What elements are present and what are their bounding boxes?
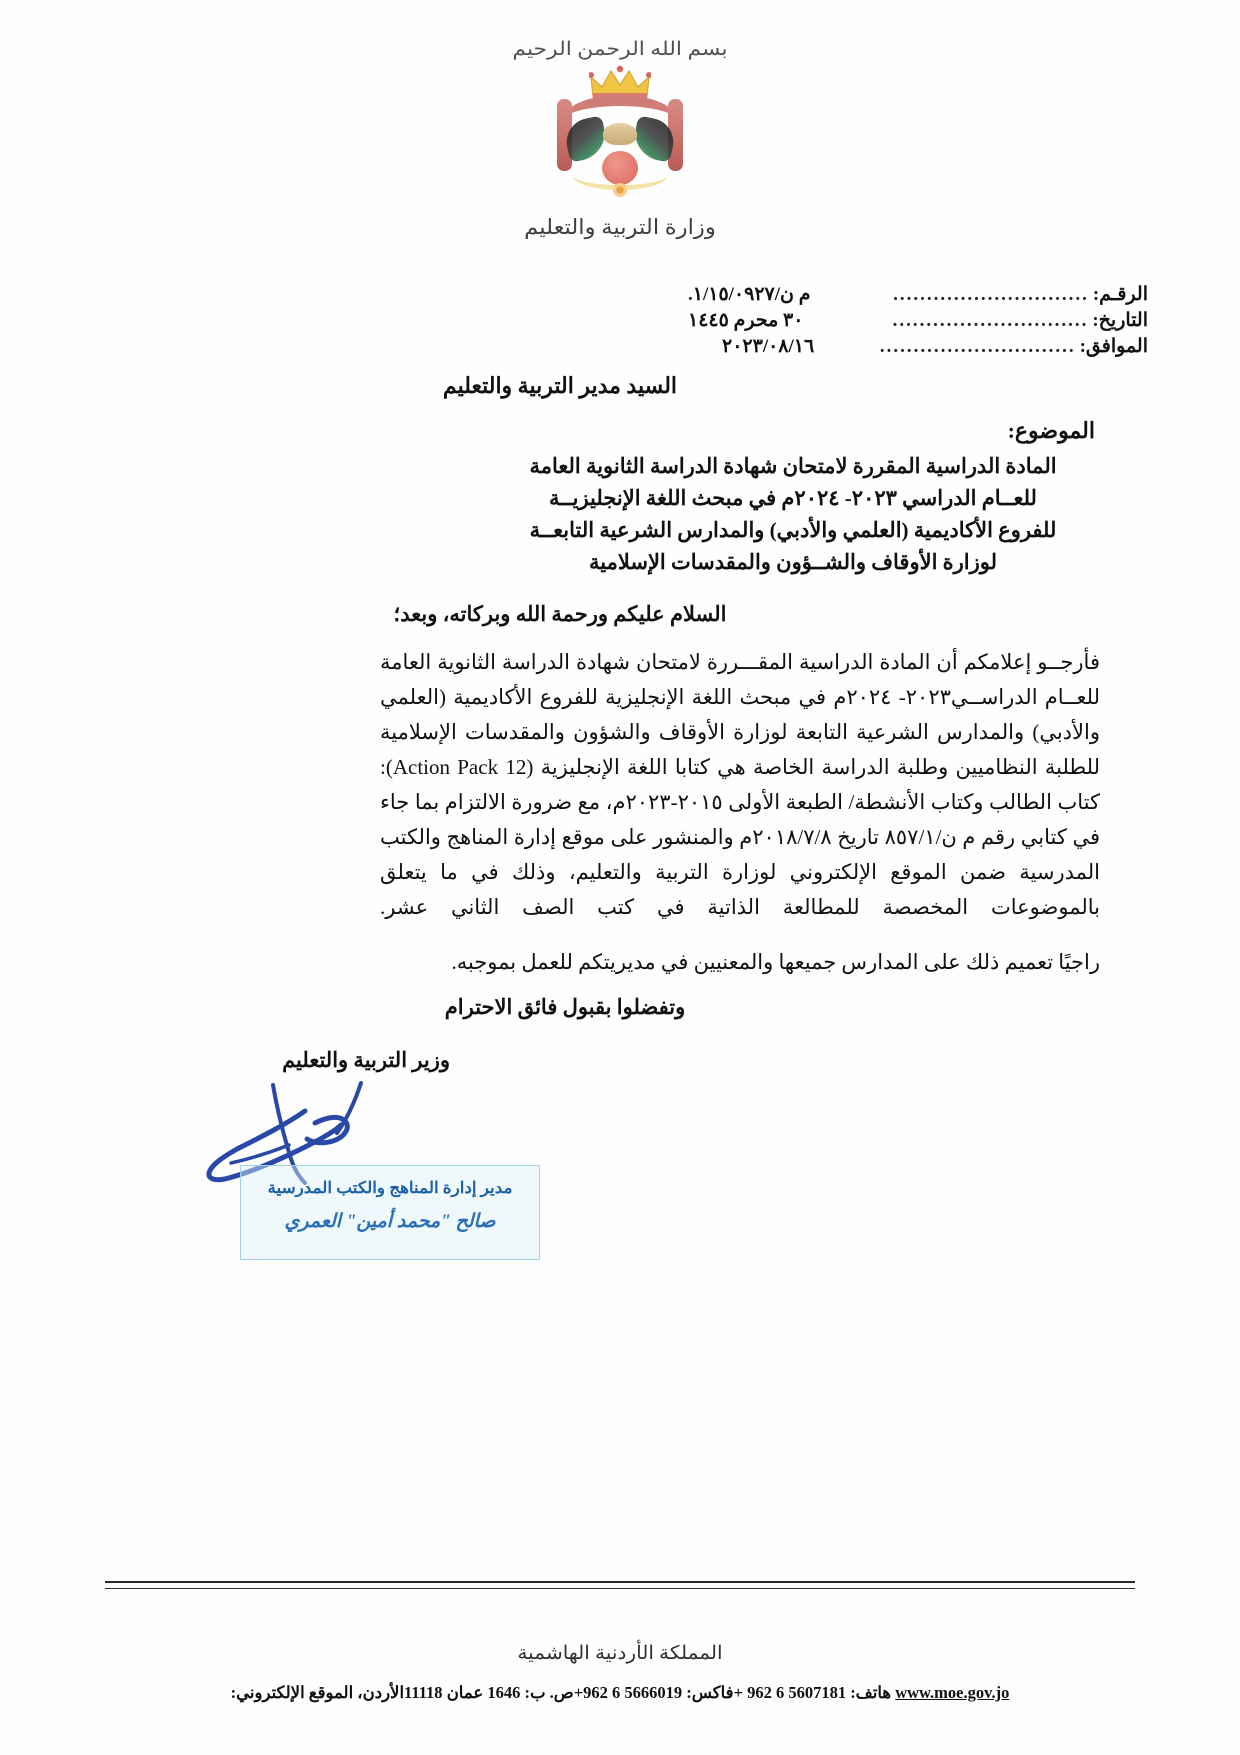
subject-text: [478, 450, 1108, 578]
kingdom-name: المملكة الأردنية الهاشمية: [517, 1643, 723, 1664]
salutation-line: السلام عليكم ورحمة الله وبركاته، وبعد؛: [393, 602, 727, 626]
leader-dots: .............................: [879, 336, 1076, 357]
subject-line: للعــام الدراسي ٢٠٢٣- ٢٠٢٤م في مبحث اللغة الإنجليزيــة: [549, 486, 1037, 510]
reference-number-line: [688, 282, 1148, 308]
textbook-title: Action Pack 12: [392, 755, 527, 779]
gregorian-date-label: الموافق:: [1079, 336, 1148, 357]
document-footer: [0, 1642, 1240, 1703]
gregorian-date-value: ٢٠٢٣/٠٨/١٦: [722, 336, 815, 357]
reference-number-label: الرقـم:: [1092, 284, 1148, 305]
subject-label: الموضوع:: [1007, 418, 1095, 443]
body-closing-request: راجيًا تعميم ذلك على المدارس جميعها والمعنيين في مديريتكم للعمل بموجبه.: [451, 950, 1100, 974]
ministry-website-link[interactable]: www.moe.gov.jo: [895, 1683, 1010, 1702]
stamp-name-line: صالح "محمد أمين" العمري: [284, 1211, 496, 1232]
closing-line: وتفضلوا بقبول فائق الاحترام: [444, 995, 686, 1019]
signatory-title: وزير التربية والتعليم: [282, 1048, 450, 1072]
hijri-date-line: [688, 308, 1148, 334]
contact-details: هاتف: 5607181 6 962 +فاكس: 5666019 6 962+ص. ب: 1646 عمان 11118الأردن، الموقع الإلكتروني:: [230, 1683, 892, 1702]
footer-divider: [105, 1581, 1135, 1583]
hijri-date-value: ٣٠ محرم ١٤٤٥: [688, 310, 804, 331]
subject-line: للفروع الأكاديمية (العلمي والأدبي) والمدارس الشرعية التابعــة: [529, 518, 1057, 542]
reference-block: [688, 282, 1148, 360]
reference-number-value: م ن/١/١٥/٠٩٢٧.: [688, 284, 811, 305]
leader-dots: .............................: [892, 310, 1089, 331]
subject-line: لوزارة الأوقاف والشــؤون والمقدسات الإسلامية: [588, 550, 998, 574]
footer-divider-secondary: [105, 1588, 1135, 1589]
gregorian-date-line: [688, 334, 1148, 360]
basmala-text: بسم الله الرحمن الرحيم: [512, 39, 728, 60]
body-paragraph: [380, 645, 1100, 925]
stamp-department-line: مدير إدارة المناهج والكتب المدرسية: [267, 1180, 513, 1197]
addressee-line: السيد مدير التربية والتعليم: [442, 373, 678, 398]
body-text-after: ): كتاب الطالب وكتاب الأنشطة/ الطبعة الأولى ٢٠١٥-٢٠٢٣م، مع ضرورة الالتزام بما جاء في كتابي رقم م ن/٨٥٧/١ تاريخ ٢٠١٨/٧/٨م والمنشور على موقع إدارة المناهج والكتب المدرسية ضمن الموقع الإلكتروني لوزارة التربية والتعليم، وذلك في ما يتعلق بالموضوعات المخصصة للمطالعة الذاتية في كتب الصف الثاني عشر.: [380, 755, 1100, 919]
leader-dots: .............................: [893, 284, 1089, 305]
body-text-before: فأرجــو إعلامكم أن المادة الدراسية المقـــررة لامتحان شهادة الدراسة الثانوية العامة للعــام الدراســي٢٠٢٣- ٢٠٢٤م في مبحث اللغة الإنجليزية للفروع الأكاديمية (العلمي والأدبي) والمدارس الشرعية التابعة لوزارة الأوقاف والشؤون والمقدسات الإسلامية للطلبة النظاميين وطلبة الدراسة الخاصة هي كتابا اللغة الإنجليزية (: [380, 650, 1100, 779]
document-header: [0, 38, 1240, 240]
approval-stamp: [240, 1165, 540, 1260]
subject-line: المادة الدراسية المقررة لامتحان شهادة الدراسة الثانوية العامة: [529, 454, 1057, 478]
jordan-coat-of-arms-icon: [535, 65, 705, 195]
emblem-rosette: [613, 183, 627, 197]
ministry-name: وزارة التربية والتعليم: [524, 215, 716, 239]
contact-line: [0, 1683, 1240, 1703]
hijri-date-label: التاريخ:: [1092, 310, 1148, 331]
